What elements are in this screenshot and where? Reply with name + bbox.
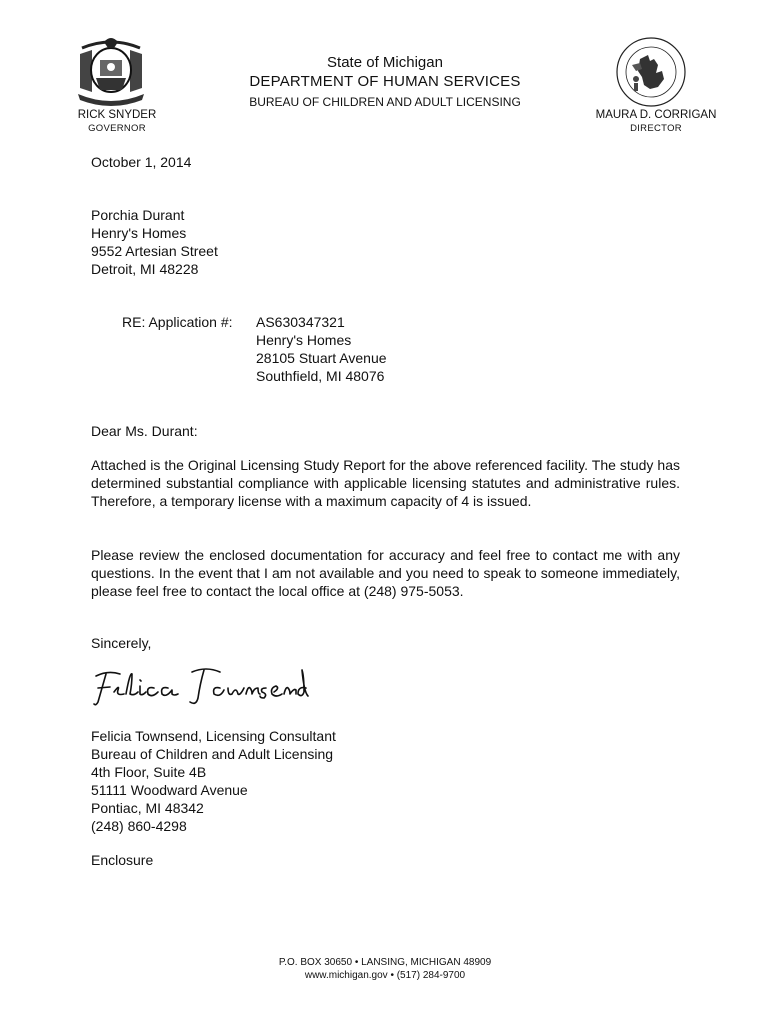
body-paragraph-2: Please review the enclosed documentation for accuracy and feel free to contact me with any questions. In the event that I am not available and you need to speak to someone immediately, please feel free to contact the local office at (248) 975-5053. bbox=[91, 547, 680, 599]
signature-line: 4th Floor, Suite 4B bbox=[91, 764, 207, 780]
letter-date: October 1, 2014 bbox=[91, 154, 192, 170]
governor-title: GOVERNOR bbox=[88, 123, 146, 134]
re-details bbox=[256, 313, 387, 385]
recipient-address bbox=[91, 206, 218, 278]
enclosure-note: Enclosure bbox=[91, 852, 154, 868]
recipient-line: Porchia Durant bbox=[91, 207, 185, 223]
re-line: Southfield, MI 48076 bbox=[256, 368, 385, 384]
body-paragraph-1: Attached is the Original Licensing Study Report for the above referenced facility. The study has determined substantial compliance with applicable licensing statutes and administrative rules. Therefore, a temporary license with a maximum capacity of 4 is issued. bbox=[91, 457, 680, 509]
re-label: RE: Application #: bbox=[122, 314, 233, 330]
signature-line: (248) 860-4298 bbox=[91, 818, 187, 834]
re-line: 28105 Stuart Avenue bbox=[256, 350, 387, 366]
closing: Sincerely, bbox=[91, 635, 152, 651]
re-line: Henry's Homes bbox=[256, 332, 352, 348]
director-title: DIRECTOR bbox=[630, 123, 682, 134]
department-heading: DEPARTMENT OF HUMAN SERVICES bbox=[249, 73, 521, 90]
salutation: Dear Ms. Durant: bbox=[91, 423, 198, 439]
footer-address: P.O. BOX 30650 • LANSING, MICHIGAN 48909 bbox=[278, 957, 492, 968]
footer-contact: www.michigan.gov • (517) 284-9700 bbox=[304, 970, 466, 981]
recipient-line: Henry's Homes bbox=[91, 225, 187, 241]
signature-line: Felicia Townsend, Licensing Consultant bbox=[91, 728, 336, 744]
signature-line: Bureau of Children and Adult Licensing bbox=[91, 746, 334, 762]
recipient-line: 9552 Artesian Street bbox=[91, 243, 218, 259]
director-name: MAURA D. CORRIGAN bbox=[595, 109, 717, 121]
re-line: AS630347321 bbox=[256, 314, 345, 330]
recipient-line: Detroit, MI 48228 bbox=[91, 261, 199, 277]
handwritten-signature bbox=[90, 662, 310, 708]
signature-line: 51111 Woodward Avenue bbox=[91, 782, 248, 798]
governor-block bbox=[68, 109, 166, 135]
director-block bbox=[586, 109, 726, 135]
governor-name: RICK SNYDER bbox=[77, 109, 157, 121]
signature-line: Pontiac, MI 48342 bbox=[91, 800, 204, 816]
bureau-heading: BUREAU OF CHILDREN AND ADULT LICENSING bbox=[249, 95, 521, 109]
state-heading: State of Michigan bbox=[327, 54, 443, 71]
signature-block bbox=[91, 727, 336, 835]
